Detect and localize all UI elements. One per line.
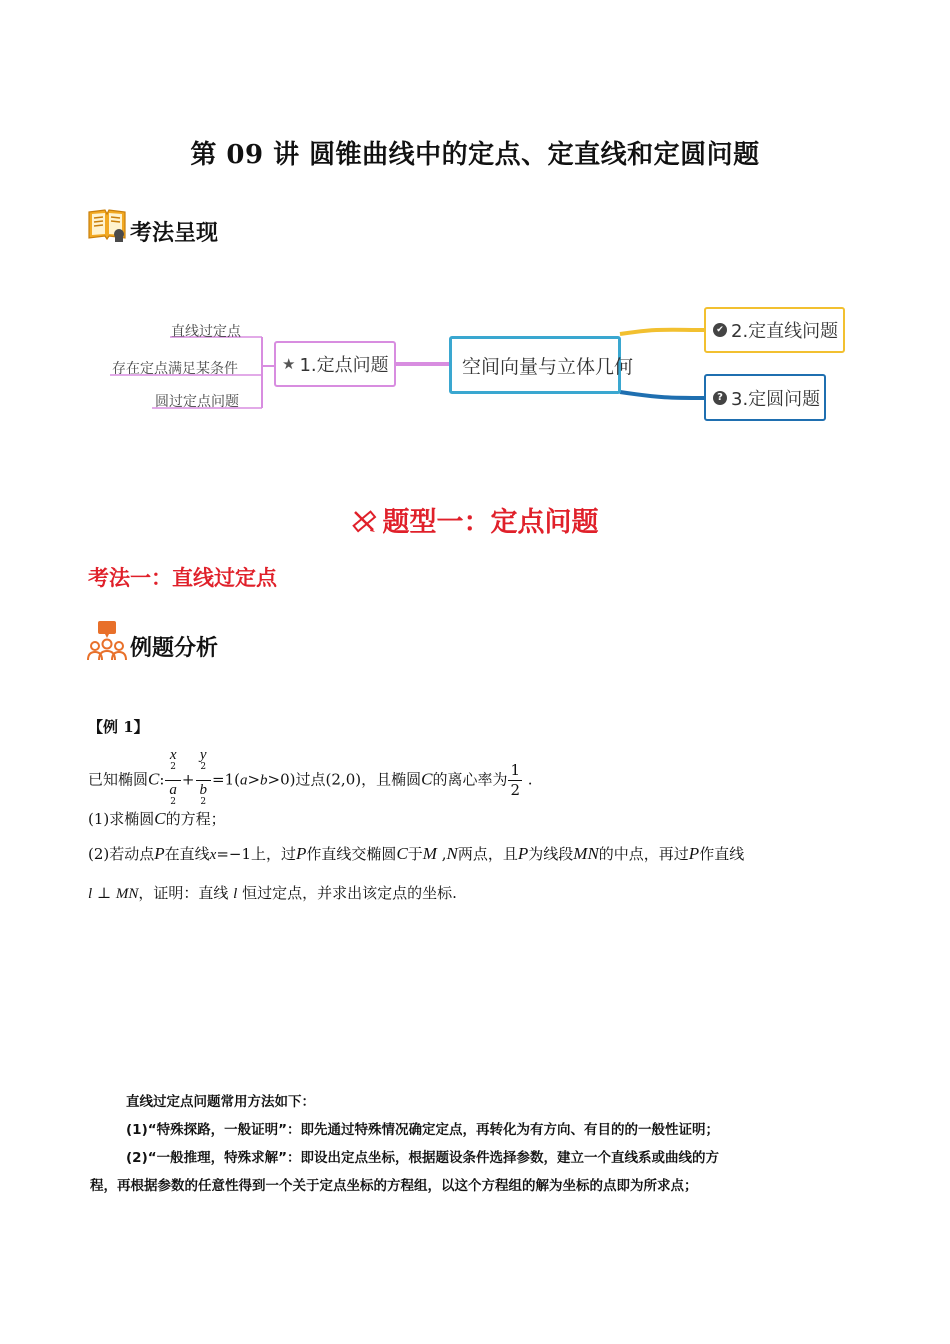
method-notes <box>90 1088 865 1200</box>
mindmap-center-label: 空间向量与立体几何 <box>462 355 634 378</box>
question-1: (1)求椭圆C的方程； <box>88 809 226 828</box>
method-heading: 考法一：直线过定点 <box>88 565 277 590</box>
people-discussion-icon <box>86 620 128 662</box>
question-2-cont: l ⊥ MN，证明：直线 l 恒过定点，并求出该定点的坐标. <box>88 884 457 902</box>
note-method-2-cont: 程，再根据参数的任意性得到一个关于定点坐标的方程组，以这个方程组的解为坐标的点即为所求点； <box>90 1178 698 1194</box>
mindmap <box>0 290 950 440</box>
leaf-exists-fixed-point: 存在定点满足某条件 <box>112 361 238 377</box>
leaf-circle-fixed-point: 圆过定点问题 <box>155 394 239 410</box>
example-intro: 已知椭圆C: x $^2$ a $^2$ + y $^2$ b $^2$ =1(a>b>0)过点(2,0)，且椭圆C的离心率为 $\frac{1}{2}$ . <box>88 747 533 807</box>
question-2: (2)若动点P在直线x=−1上，过P作直线交椭圆C于M ,N两点，且P为线段MN的中点，再过P作直线 <box>88 844 745 863</box>
notes-intro: 直线过定点问题常用方法如下： <box>126 1094 315 1110</box>
page-title: 第 09 讲 圆锥曲线中的定点、定直线和定圆问题 <box>190 140 760 170</box>
leaf-line-fixed-point: 直线过定点 <box>171 324 241 340</box>
mindmap-node-fixed-circle <box>704 374 826 421</box>
section-heading-label: 考法呈现 <box>130 220 219 246</box>
question-circle-icon: ? <box>713 391 727 405</box>
section-heading-exam-methods <box>86 202 218 247</box>
type-heading-label: 题型一：定点问题 <box>382 507 599 538</box>
check-circle-icon: ✔ <box>713 323 727 337</box>
note-method-2: (2)“一般推理，特殊求解”：即设出定点坐标，根据题设条件选择参数，建立一个直线系或曲线的方 <box>126 1150 719 1166</box>
type-heading <box>0 500 950 539</box>
star-icon: ★ <box>282 355 296 373</box>
section-heading-label: 例题分析 <box>130 635 219 661</box>
book-icon <box>86 206 128 244</box>
mindmap-node-label: 3.定圆问题 <box>731 388 821 410</box>
note-method-1: (1)“特殊探路，一般证明”：即先通过特殊情况确定定点，再转化为有方向、有目的的一般性证明； <box>126 1122 719 1138</box>
example-tag: 【例 1】 <box>88 718 149 736</box>
mindmap-node-fixed-point <box>274 341 396 387</box>
mindmap-node-label: 1.定点问题 <box>299 355 389 376</box>
mindmap-node-label: 2.定直线问题 <box>731 321 839 342</box>
section-heading-examples <box>86 620 218 662</box>
mindmap-node-fixed-line <box>704 307 845 353</box>
pencil-ruler-icon <box>351 508 377 534</box>
mindmap-center-node <box>449 336 634 394</box>
